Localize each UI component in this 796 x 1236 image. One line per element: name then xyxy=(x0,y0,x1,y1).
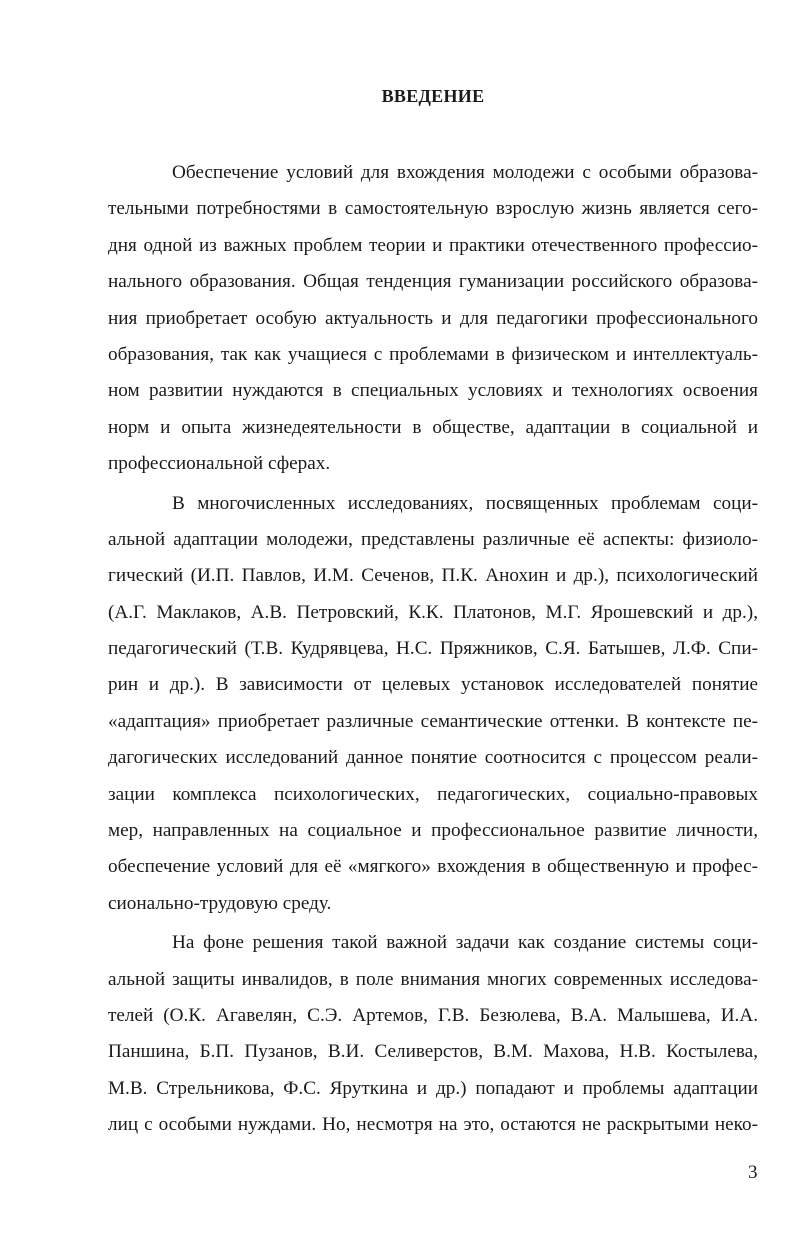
text-line: ния приобретает особую актуальность и для педагогики профессионального xyxy=(108,307,758,329)
text-line: тельными потребностями в самостоятельную взрослую жизнь является сего- xyxy=(108,198,758,220)
text-line: дня одной из важных проблем теории и практики отечественного профессио- xyxy=(108,234,758,256)
text-line: «адаптация» приобретает различные семантические оттенки. В контексте пе- xyxy=(108,710,758,732)
text-line: На фоне решения такой важной задачи как создание системы соци- xyxy=(172,932,758,954)
text-line: профессиональной сферах. xyxy=(108,453,331,475)
text-line: лиц с особыми нуждами. Но, несмотря на это, остаются не раскрытыми неко- xyxy=(108,1114,758,1136)
text-line: ном развитии нуждаются в специальных условиях и технологиях освоения xyxy=(108,380,758,402)
text-line: гический (И.П. Павлов, И.М. Сеченов, П.К. Анохин и др.), психологический xyxy=(108,565,758,587)
paragraph-1 xyxy=(108,155,758,483)
text-line: В многочисленных исследованиях, посвященных проблемам соци- xyxy=(172,492,758,514)
text-line: нального образования. Общая тенденция гуманизации российского образова- xyxy=(108,271,758,293)
text-line: мер, направленных на социальное и профессиональное развитие личности, xyxy=(108,820,758,842)
text-line: обеспечение условий для её «мягкого» вхождения в общественную и профес- xyxy=(108,856,758,878)
text-line: телей (О.К. Агавелян, С.Э. Артемов, Г.В. Безюлева, В.А. Малышева, И.А. xyxy=(108,1004,758,1026)
text-line: Обеспечение условий для вхождения молодежи с особыми образова- xyxy=(172,162,758,183)
text-line: педагогический (Т.В. Кудрявцева, Н.С. Пряжников, С.Я. Батышев, Л.Ф. Спи- xyxy=(108,638,758,660)
text-line: сионально-трудовую среду. xyxy=(108,892,332,914)
text-line: норм и опыта жизнедеятельности в обществе, адаптации в социальной и xyxy=(108,416,758,438)
paragraph-2 xyxy=(108,486,758,923)
text-line: М.В. Стрельникова, Ф.С. Яруткина и др.) попадают и проблемы адаптации xyxy=(108,1077,758,1099)
section-title: ВВЕДЕНИЕ xyxy=(381,86,485,106)
text-line: альной адаптации молодежи, представлены различные её аспекты: физиоло- xyxy=(108,528,758,550)
text-line: образования, так как учащиеся с проблемами в физическом и интеллектуаль- xyxy=(108,343,758,365)
text-line: дагогических исследований данное понятие соотносится с процессом реали- xyxy=(108,747,758,769)
text-line: Паншина, Б.П. Пузанов, В.И. Селиверстов, В.М. Махова, Н.В. Костылева, xyxy=(108,1041,758,1063)
body-text xyxy=(108,155,758,1144)
text-line: (А.Г. Маклаков, А.В. Петровский, К.К. Платонов, М.Г. Ярошевский и др.), xyxy=(108,601,758,623)
page-number: 3 xyxy=(748,1162,758,1183)
text-line: зации комплекса психологических, педагогических, социально-правовых xyxy=(108,783,758,805)
text-line: альной защиты инвалидов, в поле внимания многих современных исследова- xyxy=(108,968,758,990)
text-line: рин и др.). В зависимости от целевых установок исследователей понятие xyxy=(108,674,758,696)
paragraph-3 xyxy=(108,925,758,1143)
